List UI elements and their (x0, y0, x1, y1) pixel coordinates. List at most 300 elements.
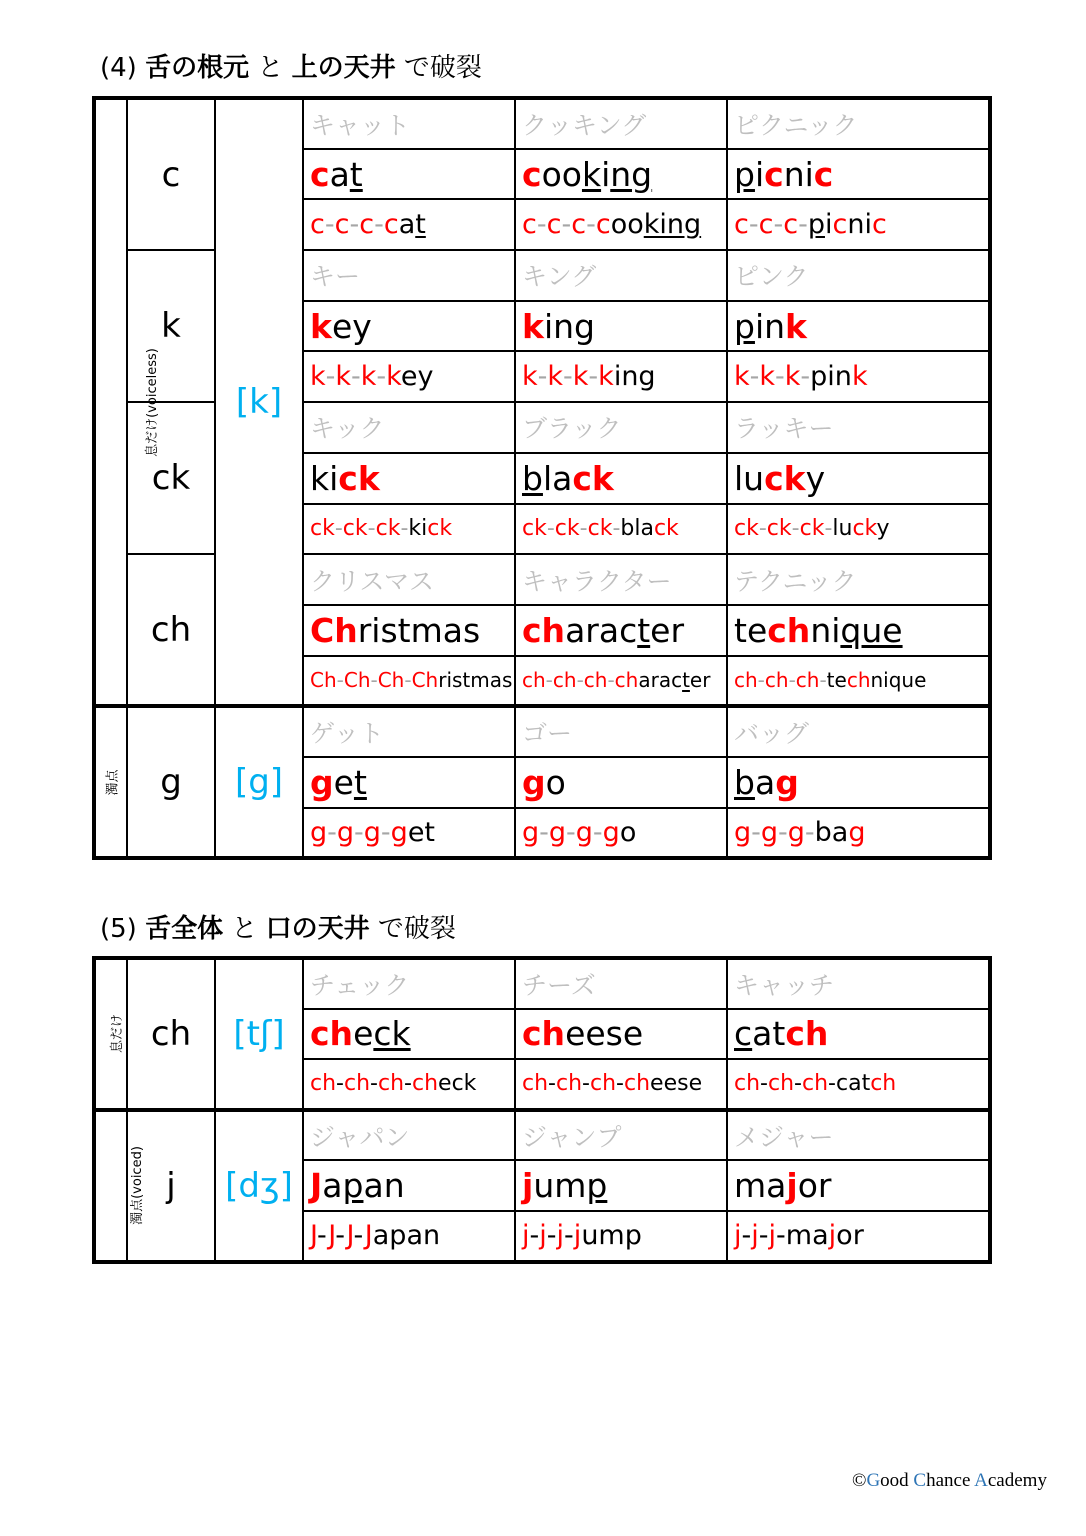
word-segment: ck (554, 516, 580, 542)
word-text (734, 1014, 988, 1053)
word-segment: - (588, 361, 599, 393)
word-segment: y (876, 516, 890, 542)
letter-group-row (94, 958, 990, 1009)
word-segment: king (643, 209, 702, 241)
example-word (515, 605, 727, 656)
word-segment: ck (427, 516, 453, 542)
phonics-table-section-4 (92, 96, 992, 860)
katakana-reading (303, 98, 515, 149)
word-segment: k (360, 361, 377, 393)
word-segment: t (637, 610, 651, 650)
word-text (734, 763, 988, 802)
repetition-drill (727, 199, 990, 250)
word-segment: - (537, 361, 548, 393)
word-segment: k (759, 361, 776, 393)
word-segment: er (689, 668, 711, 693)
letter-cell: j (127, 1110, 215, 1262)
word-segment: t (682, 668, 690, 693)
katakana-text: ピンク (734, 262, 809, 292)
repetition-drill (303, 808, 515, 859)
word-segment: g (575, 816, 593, 848)
word-segment: ni (847, 209, 872, 241)
katakana-text: ラッキー (734, 414, 834, 444)
word-text (522, 611, 726, 650)
word-segment: ck (342, 516, 368, 542)
word-segment: c (310, 154, 330, 194)
katakana-text: クリスマス (310, 566, 435, 596)
word-segment: ck (338, 458, 380, 498)
word-segment: - (828, 1071, 836, 1097)
word-segment: c (764, 154, 784, 194)
word-segment: ch (590, 1071, 617, 1097)
katakana-reading (515, 250, 727, 301)
word-segment: ck (373, 1014, 411, 1054)
word-segment: te (826, 668, 847, 693)
word-segment: c (383, 209, 399, 241)
word-segment: ck (653, 516, 679, 542)
category-cell (94, 1110, 145, 1262)
katakana-text: チーズ (522, 970, 596, 1000)
example-word (727, 453, 990, 504)
word-segment: j (786, 1166, 798, 1206)
footer-text: hance (926, 1470, 975, 1491)
word-segment: ing (543, 306, 595, 346)
example-word (727, 301, 990, 352)
word-segment: ch (846, 668, 871, 693)
word-segment: - (788, 668, 796, 693)
drill-text (522, 817, 726, 848)
word-segment: er (650, 610, 685, 650)
katakana-reading (303, 402, 515, 453)
word-segment: g (760, 816, 779, 848)
word-segment: oo (541, 154, 582, 194)
word-segment: ch (734, 668, 758, 693)
word-segment: ch (556, 1071, 583, 1097)
repetition-drill (515, 656, 727, 707)
letter-cell: g (127, 706, 215, 858)
word-segment: an (363, 1166, 405, 1206)
katakana-reading (515, 402, 727, 453)
letter-cell: ch (127, 958, 215, 1110)
word-segment: - (824, 516, 833, 542)
word-segment: ch (310, 1071, 337, 1097)
katakana-text: キャット (310, 110, 411, 140)
example-word (727, 1160, 990, 1211)
word-segment: - (561, 209, 572, 241)
word-segment: g (310, 816, 328, 848)
word-segment: um (533, 1166, 587, 1206)
word-segment: ni (810, 610, 841, 650)
drill-text (734, 668, 988, 692)
katakana-reading (303, 250, 515, 301)
word-segment: ck (572, 458, 614, 498)
word-segment: j (556, 1220, 565, 1252)
word-segment: que (840, 610, 903, 650)
word-segment: apan (372, 1220, 441, 1252)
title-part-1: 舌全体 (145, 914, 224, 944)
word-segment: - (545, 668, 553, 693)
example-word (515, 1009, 727, 1060)
word-segment: t (353, 762, 367, 802)
word-text (734, 611, 988, 650)
drill-text (522, 209, 726, 240)
word-segment: - (749, 361, 760, 393)
katakana-text: キー (310, 262, 361, 292)
word-segment: ch (624, 1071, 651, 1097)
katakana-text: テクニック (734, 566, 857, 596)
word-segment: - (324, 209, 335, 241)
word-segment: ck (799, 516, 825, 542)
word-segment: c (734, 1014, 753, 1054)
word-segment: arac (565, 610, 638, 650)
footer-initial-c: C (913, 1470, 927, 1491)
word-text (522, 1166, 726, 1205)
example-word (303, 149, 515, 200)
word-segment: ing (613, 361, 656, 393)
word-segment: - (775, 361, 785, 393)
word-text (734, 459, 988, 498)
word-segment: ch (767, 610, 811, 650)
letter-cell: ck (127, 402, 215, 554)
repetition-drill (303, 504, 515, 555)
word-segment: - (563, 361, 573, 393)
letter-cell: c (127, 98, 215, 250)
letter-group-row (94, 1110, 990, 1161)
word-segment: g (390, 816, 408, 848)
example-word (303, 1160, 515, 1211)
section-number: (5) (100, 914, 146, 944)
section-5-title (100, 913, 456, 945)
drill-text (734, 361, 988, 392)
word-segment: - (741, 1220, 752, 1252)
word-segment: - (354, 816, 364, 848)
word-segment: ch (768, 1071, 795, 1097)
word-segment: J (310, 1220, 318, 1252)
word-segment: t (415, 209, 426, 241)
title-part-1: 舌の根元 (145, 53, 250, 83)
repetition-drill (515, 808, 727, 859)
word-segment: - (327, 816, 337, 848)
word-segment: - (819, 668, 827, 693)
word-segment: k (851, 361, 868, 393)
word-segment: ch (344, 1071, 371, 1097)
katakana-reading (303, 554, 515, 605)
example-word (303, 301, 515, 352)
repetition-drill (727, 808, 990, 859)
section-number: (4) (100, 53, 146, 83)
word-text (310, 459, 514, 498)
word-segment: - (376, 361, 387, 393)
word-segment: g (602, 816, 620, 848)
word-segment: k (335, 361, 352, 393)
title-connector: と (223, 914, 266, 944)
word-text (522, 1014, 726, 1053)
word-segment: te (734, 610, 768, 650)
footer-initial-g: G (866, 1470, 881, 1491)
word-segment: ck (734, 516, 759, 542)
word-segment: - (548, 1071, 556, 1097)
word-segment: k (386, 361, 401, 393)
title-end: で破裂 (395, 53, 482, 83)
word-segment: b (522, 458, 543, 498)
repetition-drill (727, 1211, 990, 1262)
word-segment: - (612, 516, 621, 542)
word-segment: eese (650, 1071, 703, 1097)
drill-text (522, 361, 726, 392)
word-segment: g (775, 762, 799, 802)
word-segment: i (754, 154, 765, 194)
word-segment: c (758, 209, 774, 241)
word-segment: ch (522, 1014, 566, 1054)
word-segment: k (784, 361, 801, 393)
word-segment: i (824, 209, 833, 241)
word-segment: - (582, 1071, 590, 1097)
word-segment: - (794, 1071, 802, 1097)
word-segment: J (346, 1220, 354, 1252)
katakana-text: バッグ (734, 719, 810, 749)
word-segment: g (787, 816, 805, 848)
ipa-symbol: [k] (215, 98, 303, 706)
word-segment: ma (785, 1220, 829, 1252)
word-segment: ch (522, 610, 566, 650)
word-segment: j (522, 1166, 534, 1206)
word-segment: bla (620, 516, 654, 542)
word-segment: - (751, 816, 761, 848)
word-segment: o (545, 762, 566, 802)
word-segment: c (571, 209, 587, 241)
word-segment: c (546, 209, 562, 241)
title-end: で破裂 (369, 914, 456, 944)
word-segment: - (336, 668, 344, 693)
katakana-reading (515, 1110, 727, 1161)
word-segment: c (522, 209, 537, 241)
word-segment: k (734, 361, 750, 393)
drill-text (734, 817, 988, 848)
word-segment: ch (614, 668, 639, 693)
word-text (734, 307, 988, 346)
word-segment: p (807, 209, 825, 241)
word-segment: la (542, 458, 573, 498)
word-segment: c (734, 209, 749, 241)
word-segment: eese (565, 1014, 644, 1054)
footer-text: cademy (987, 1470, 1047, 1491)
repetition-drill (727, 1059, 990, 1110)
word-segment: - (800, 361, 811, 393)
category-cell (94, 958, 127, 1110)
word-segment: ch (552, 668, 577, 693)
example-word (303, 1009, 515, 1060)
example-word (303, 453, 515, 504)
word-segment: at (752, 1014, 786, 1054)
example-word (515, 149, 727, 200)
word-segment: j (522, 1220, 530, 1252)
title-part-2: 口の天井 (265, 914, 370, 944)
word-segment: - (334, 516, 343, 542)
katakana-reading (727, 250, 990, 301)
word-segment: - (564, 1220, 574, 1252)
word-text (310, 1166, 514, 1205)
word-segment: ki (310, 458, 339, 498)
example-word (727, 149, 990, 200)
category-cell (94, 98, 160, 706)
word-text (310, 307, 514, 346)
word-segment: j (768, 1220, 777, 1252)
repetition-drill (303, 1059, 515, 1110)
drill-text (310, 209, 514, 240)
word-segment: - (758, 516, 767, 542)
word-segment: ck (310, 516, 335, 542)
example-word (727, 757, 990, 808)
word-segment: k (572, 361, 589, 393)
word-segment: - (760, 1071, 768, 1097)
word-segment: ki (408, 516, 428, 542)
word-segment: - (586, 209, 596, 241)
drill-text (310, 361, 514, 392)
word-segment: - (607, 668, 615, 693)
repetition-drill (515, 1059, 727, 1110)
katakana-reading (727, 958, 990, 1009)
drill-text (734, 516, 988, 541)
copyright-icon: © (852, 1470, 867, 1491)
word-segment: ba (814, 816, 849, 848)
word-segment: - (546, 1220, 557, 1252)
word-segment: ch (734, 1071, 761, 1097)
word-segment: - (325, 361, 336, 393)
katakana-reading (303, 958, 515, 1009)
word-segment: g (522, 762, 546, 802)
word-segment: lu (832, 516, 853, 542)
drill-text (522, 516, 726, 541)
word-segment: - (773, 209, 784, 241)
category-label: 息だけ(voiceless) (144, 347, 160, 457)
word-segment: k (310, 306, 332, 346)
letter-cell: k (127, 250, 215, 402)
word-segment: ch (802, 1071, 829, 1097)
example-word (515, 301, 727, 352)
word-segment: - (380, 816, 391, 848)
word-segment: - (576, 668, 584, 693)
word-segment: ck (766, 516, 792, 542)
word-text (522, 459, 726, 498)
katakana-text: メジャー (734, 1122, 834, 1152)
example-word (727, 605, 990, 656)
word-segment: ch (795, 668, 820, 693)
drill-text (310, 516, 514, 541)
katakana-text: クッキング (522, 110, 647, 140)
katakana-reading (515, 958, 727, 1009)
word-segment: cat (836, 1071, 871, 1097)
section-4-title (100, 52, 482, 84)
word-segment: ch (764, 668, 789, 693)
drill-text (734, 1220, 988, 1251)
katakana-text: キャラクター (522, 566, 672, 596)
word-text (522, 763, 726, 802)
title-connector: と (249, 53, 292, 83)
word-segment: - (758, 1220, 769, 1252)
repetition-drill (303, 351, 515, 402)
word-segment: o (619, 816, 637, 848)
category-cell (94, 706, 127, 858)
word-segment: k (547, 361, 564, 393)
example-word (515, 453, 727, 504)
word-segment: k (581, 154, 602, 194)
word-segment: - (335, 1220, 347, 1252)
katakana-text: チェック (310, 970, 410, 1000)
word-segment: j (751, 1220, 759, 1252)
repetition-drill (727, 656, 990, 707)
drill-text (310, 1220, 514, 1251)
word-segment: Ch (343, 668, 371, 693)
drill-text (734, 1071, 988, 1096)
word-segment: t (349, 154, 363, 194)
word-segment: - (791, 516, 800, 542)
word-segment: ck (522, 516, 547, 542)
word-segment: et (407, 816, 436, 848)
word-text (310, 1014, 514, 1053)
repetition-drill (515, 351, 727, 402)
word-segment: j (573, 1220, 582, 1252)
drill-text (522, 668, 726, 692)
drill-text (310, 817, 514, 848)
word-segment: a (329, 154, 350, 194)
word-segment: k (522, 361, 538, 393)
word-segment: Ch (411, 668, 439, 693)
word-segment: ristmas (357, 610, 481, 650)
word-segment: ey (331, 306, 372, 346)
word-segment: g (848, 816, 866, 848)
word-segment: ch (870, 1071, 897, 1097)
katakana-reading (303, 706, 515, 757)
word-segment: p (734, 306, 755, 346)
word-segment: i (601, 154, 611, 194)
katakana-reading (727, 706, 990, 757)
word-segment: g (734, 816, 752, 848)
word-segment: - (351, 361, 361, 393)
example-word (515, 757, 727, 808)
word-segment: e (333, 762, 354, 802)
word-segment: c (871, 209, 887, 241)
footer-initial-a: A (974, 1470, 988, 1491)
word-segment: J (328, 1220, 336, 1252)
word-segment: p (342, 1166, 364, 1206)
word-segment: - (336, 1071, 344, 1097)
word-segment: ch (522, 668, 546, 693)
word-segment: eck (438, 1071, 477, 1097)
word-segment: k (522, 306, 544, 346)
repetition-drill (515, 1211, 727, 1262)
word-segment: c (832, 209, 848, 241)
word-segment: a (754, 762, 776, 802)
word-segment: oo (610, 209, 644, 241)
word-segment: - (404, 668, 412, 693)
word-segment: ck (375, 516, 401, 542)
word-segment: Ch (377, 668, 405, 693)
repetition-drill (303, 1211, 515, 1262)
word-segment: b (734, 762, 755, 802)
word-text (522, 155, 726, 194)
word-segment: - (400, 516, 409, 542)
word-segment: k (310, 361, 326, 393)
example-word (303, 757, 515, 808)
ipa-symbol: [dʒ] (215, 1110, 303, 1262)
word-segment: J (364, 1220, 373, 1252)
word-segment: ch (378, 1071, 405, 1097)
word-segment: e (353, 1014, 374, 1054)
word-segment: c (359, 209, 375, 241)
repetition-drill (515, 504, 727, 555)
word-segment: g (522, 816, 540, 848)
katakana-text: ゴー (522, 719, 573, 749)
